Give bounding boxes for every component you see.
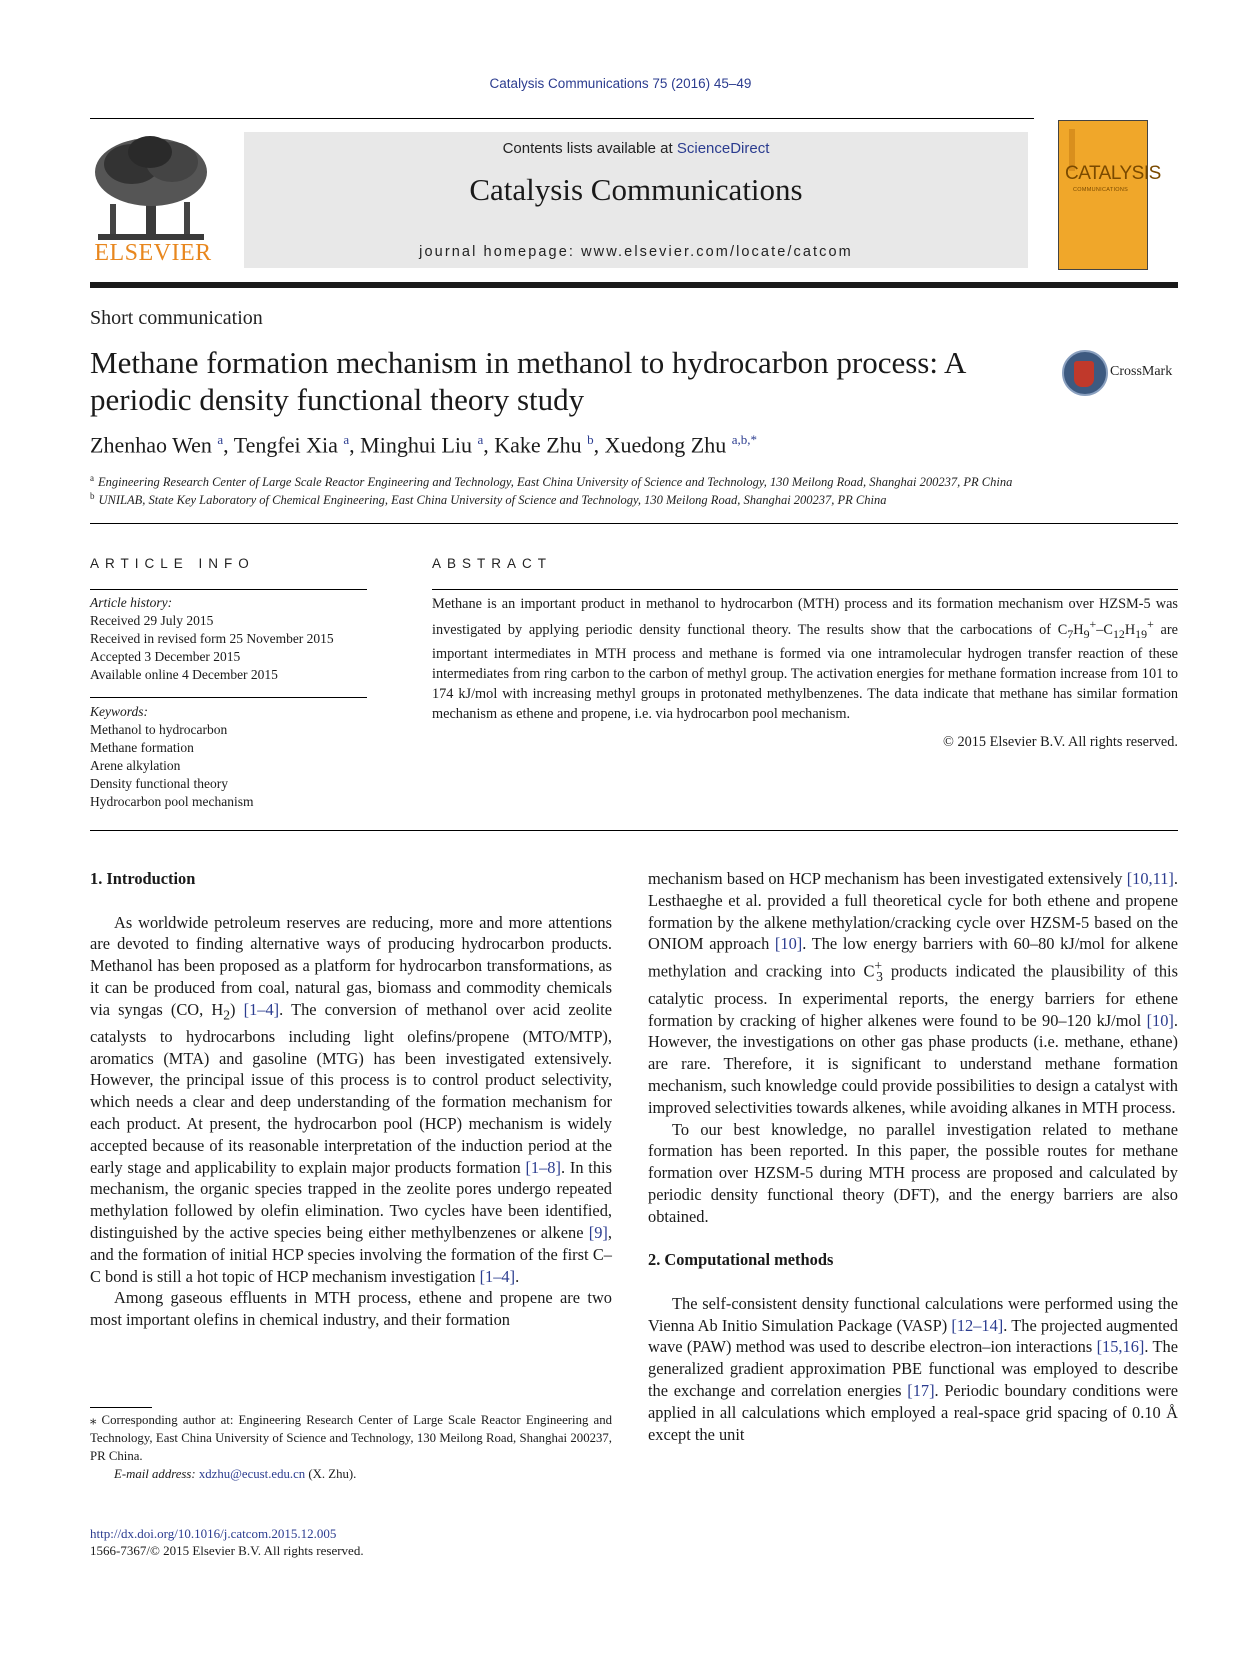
reference-link[interactable]: [10]	[1146, 1010, 1174, 1030]
author-affiliation-mark[interactable]: a	[217, 432, 224, 447]
keyword: Arene alkylation	[90, 758, 181, 773]
body-rule	[90, 830, 1178, 831]
section-heading: 1. Introduction	[90, 869, 196, 888]
history-item: Accepted 3 December 2015	[90, 649, 241, 664]
body-column-left	[90, 868, 612, 1331]
carbocation-formula: $C_7H_9^+-C_{12}H_{19}^+$	[1057, 617, 1154, 641]
cover-subtitle: COMMUNICATIONS	[1073, 187, 1129, 193]
abstract-heading: ABSTRACT	[432, 556, 553, 571]
header-thick-rule	[90, 282, 1178, 288]
affiliation-mark: a	[90, 473, 94, 483]
abstract-rule	[432, 589, 1178, 590]
paragraph: mechanism based on HCP mechanism has been investigated extensively [10,11]. Lesthaeghe et al. provided a full theoretical cycle for both ethene and propene formation by the alkene methylation/cracking cycle over HZSM-5 based on the ONIOM approach [10]. The low energy barriers with 60–80 kJ/mol for alkene methylation and cracking into $C^+_3$ products indicated the plausibility of this catalytic process. In experimental reports, the energy barriers for ethene formation by cracking of higher alkenes were found to be 90–120 kJ/mol [10]. However, the investigations on other gas phase products (i.e. methane, ethane) are rare. Therefore, it is significant to understand methane formation mechanism, such knowledge could provide possibilities to design a catalyst with improved selectivities towards alkenes, while avoiding alkanes in MTH process.	[648, 869, 1178, 1117]
article-type: Short communication	[90, 307, 263, 329]
sciencedirect-link[interactable]: ScienceDirect	[676, 140, 770, 157]
reference-link[interactable]: [1–4]	[479, 1266, 516, 1286]
keyword: Methane formation	[90, 740, 194, 755]
tree-icon	[88, 132, 214, 244]
affiliation-mark: b	[90, 491, 95, 501]
elsevier-logo	[88, 132, 218, 272]
paragraph: Among gaseous effluents in MTH process, ethene and propene are two most important olefins in chemical industry, and their formation	[90, 1288, 612, 1330]
journal-name: Catalysis Communications	[469, 172, 803, 207]
paragraph: To our best knowledge, no parallel investigation related to methane formation has been reported. In this paper, the possible routes for methane formation over HZSM-5 during MTH process are proposed and calculated by periodic density functional theory (DFT), and the energy barriers are also obtained.	[648, 1119, 1178, 1226]
author-name: Tengfei Xia	[233, 432, 338, 458]
author-name: Xuedong Zhu	[604, 432, 727, 458]
reference-link[interactable]: [1–4]	[243, 999, 280, 1019]
author-name: Kake Zhu	[494, 432, 582, 458]
affiliation	[90, 491, 887, 508]
author-affiliation-mark[interactable]: a	[343, 432, 350, 447]
reference-link[interactable]: [12–14]	[951, 1315, 1004, 1335]
author-affiliation-mark[interactable]: a,b,*	[731, 432, 758, 447]
article-history	[90, 594, 334, 684]
abstract-copyright: © 2015 Elsevier B.V. All rights reserved.	[943, 734, 1178, 750]
issn-copyright: 1566-7367/© 2015 Elsevier B.V. All rights reserved.	[90, 1543, 364, 1558]
contents-prefix: Contents lists available at	[502, 140, 677, 157]
article-title: Methane formation mechanism in methanol to hydrocarbon process: A periodic density functional theory study	[90, 345, 965, 417]
keywords-label: Keywords:	[90, 704, 148, 719]
keyword: Methanol to hydrocarbon	[90, 722, 228, 737]
journal-homepage[interactable]: journal homepage: www.elsevier.com/locate/catcom	[419, 244, 853, 260]
paragraph: The self-consistent density functional calculations were performed using the Vienna Ab Initio Simulation Package (VASP) [12–14]. The projected augmented wave (PAW) method was used to describe electron–ion interactions [15,16]. The generalized gradient approximation PBE functional was employed to describe the exchange and correlation energies [17]. Periodic boundary conditions were applied in all calculations which employed a real-space grid spacing of 0.10 Å except the unit	[648, 1293, 1178, 1444]
author-name: Minghui Liu	[360, 432, 472, 458]
reference-link[interactable]: [1–8]	[525, 1157, 561, 1177]
article-info-heading: ARTICLE INFO	[90, 556, 255, 571]
crossmark-badge[interactable]	[1062, 350, 1182, 396]
keywords-rule	[90, 697, 367, 698]
keywords	[90, 703, 253, 811]
header-rule	[90, 118, 1034, 119]
reference-link[interactable]: [9]	[588, 1223, 608, 1243]
article-info-rule	[90, 589, 367, 590]
journal-banner	[244, 132, 1028, 268]
affiliation-text: Engineering Research Center of Large Scale Reactor Engineering and Technology, East China University of Science and Technology, 130 Meilong Road, Shanghai 200237, PR China	[98, 475, 1013, 490]
doi-link[interactable]: http://dx.doi.org/10.1016/j.catcom.2015.12.005	[90, 1526, 337, 1541]
crossmark-label: CrossMark	[1110, 364, 1173, 379]
journal-cover[interactable]	[1058, 120, 1161, 270]
history-label: Article history:	[90, 595, 173, 610]
contents-line	[244, 140, 1028, 157]
author-list: Zhenhao Wen $^a$, Tengfei Xia $^a$, Minghui Liu $^a$, Kake Zhu $^b$, Xuedong Zhu $^{a,b,*}$	[90, 432, 758, 458]
corresponding-author-footnote	[90, 1411, 612, 1483]
keyword: Density functional theory	[90, 776, 228, 791]
abstract-body: Methane is an important product in methanol to hydrocarbon (MTH) process and its formation mechanism over HZSM-5 was investigated by applying periodic density functional theory. The results show that the carbocations of $C_7H_9^+-C_{12}H_{19}^+$ are important intermediates in MTH process and methane is formed via one intramolecular hydrogen transfer reaction of these intermediates from ring carbon to the carbon of methyl group. The activation energies for methane formation increase from 101 to 174 kJ/mol with increasing methyl groups in protonated methylbenzenes. The data indicate that methane has similar formation mechanism as ethene and propene, i.e. via hydrocarbon pool mechanism.	[432, 596, 1179, 722]
reference-link[interactable]: [10,11]	[1126, 869, 1174, 888]
author-affiliation-mark[interactable]: a	[477, 432, 484, 447]
author-affiliation-mark[interactable]: b	[587, 432, 594, 447]
reference-link[interactable]: [10]	[774, 934, 803, 954]
email-link[interactable]: xdzhu@ecust.edu.cn	[198, 1467, 306, 1481]
reference-link[interactable]: [17]	[907, 1381, 935, 1401]
email-line: E-mail address: xdzhu@ecust.edu.cn (X. Zhu).	[114, 1467, 357, 1481]
history-item: Available online 4 December 2015	[90, 667, 278, 682]
journal-citation[interactable]: Catalysis Communications 75 (2016) 45–49	[489, 76, 752, 91]
body-column-right	[648, 868, 1178, 1445]
footnote-text: ⁎ Corresponding author at: Engineering Research Center of Large Scale Reactor Engineering and Technology, East China University of Science and Technology, 130 Meilong Road, Shanghai 200237, PR China.	[90, 1413, 612, 1463]
footnote-rule	[90, 1407, 152, 1408]
section-heading: 2. Computational methods	[648, 1250, 834, 1270]
email-label: E-mail address:	[114, 1467, 199, 1481]
publisher-wordmark: ELSEVIER	[94, 240, 212, 266]
affiliation-rule	[90, 523, 1178, 524]
paragraph: As worldwide petroleum reserves are reducing, more and more attentions are devoted to finding alternative ways of producing hydrocarbon products. Methanol has been proposed as a platform for hydrocarbon transformations, as it can be produced from coal, natural gas, biomass and commodity chemicals via syngas (CO, $H_2$) [1–4]. The conversion of methanol over acid zeolite catalysts to hydrocarbons including light olefins/propene (MTO/MTP), aromatics (MTA) and gasoline (MTG) has been investigated extensively. However, the principal issue of this process is to control product selectivity, which needs a clear and deep understanding of the formation mechanism for each product. At present, the hydrocarbon pool (HCP) mechanism is widely accepted because of its reasonable interpretation of the induction period at the early stage and applicability to explain major products formation [1–8]. In this mechanism, the organic species trapped in the zeolite pores undergo repeated methylation followed by olefin elimination. Two cycles have been identified, distinguished by the active species being either methylbenzenes or alkene [9], and the formation of initial HCP species involving the formation of the first C–C bond is still a hot topic of HCP mechanism investigation [1–4].	[90, 912, 612, 1286]
page-footer	[90, 1525, 364, 1559]
reference-link[interactable]: [15,16]	[1096, 1337, 1145, 1357]
author-name: Zhenhao Wen	[90, 432, 212, 458]
history-item: Received 29 July 2015	[90, 613, 214, 628]
affiliation	[90, 473, 1012, 490]
history-item: Received in revised form 25 November 2015	[90, 631, 334, 646]
crossmark-icon	[1062, 350, 1108, 396]
keyword: Hydrocarbon pool mechanism	[90, 794, 254, 809]
cover-title: CATALYSIS	[1065, 163, 1161, 184]
affiliation-text: UNILAB, State Key Laboratory of Chemical Engineering, East China University of Science and Technology, 130 Meilong Road, Shanghai 200237, PR China	[98, 493, 887, 508]
